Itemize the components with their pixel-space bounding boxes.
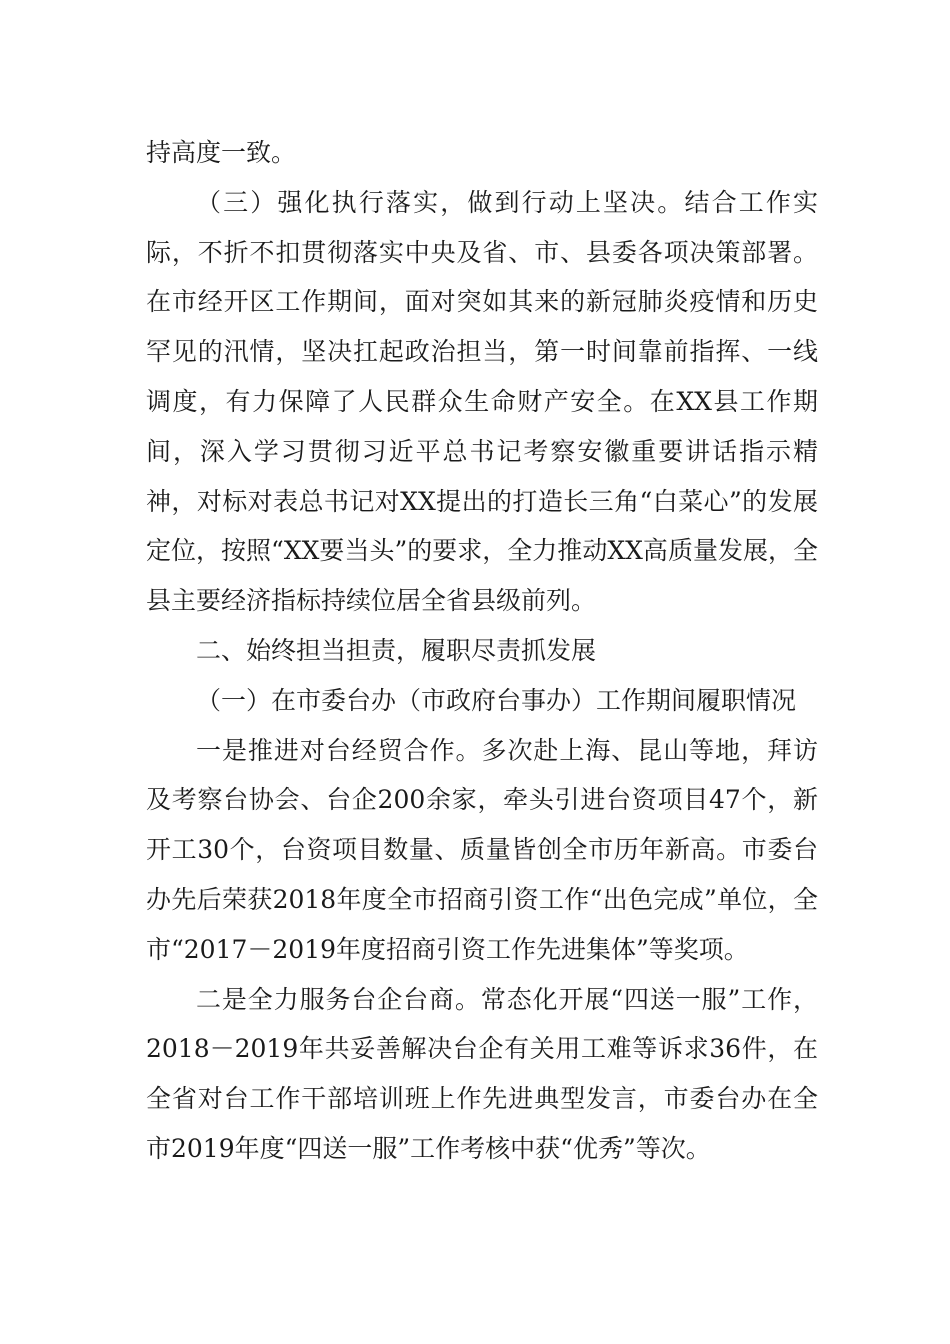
section-heading-2: 二、始终担当担责，履职尽责抓发展 [196, 635, 597, 665]
paragraph-service-enterprises: 二是全力服务台企台商。常态化开展“四送一服”工作，2018－2019年共妥善解决台企有关用工难等诉求36件，在全省对台工作干部培训班上作先进典型发言，市委台办在全市2019年度“四送一服”工作考核中获“优秀”等次。 [146, 984, 818, 1163]
document-body [146, 128, 818, 1174]
subsection-heading-1: （一）在市委台办（市政府台事办）工作期间履职情况 [196, 685, 797, 715]
paragraph-section-3: （三）强化执行落实，做到行动上坚决。结合工作实际，不折不扣贯彻落实中央及省、市、县委各项决策部署。在市经开区工作期间，面对突如其来的新冠肺炎疫情和历史罕见的汛情，坚决扛起政治担当，第一时间靠前指挥、一线调度，有力保障了人民群众生命财产安全。在XX县工作期间，深入学习贯彻习近平总书记考察安徽重要讲话指示精神，对标对表总书记对XX提出的打造长三角“白菜心”的发展定位，按照“XX要当头”的要求，全力推动XX高质量发展，全县主要经济指标持续位居全省县级前列。 [146, 187, 818, 616]
paragraph-continuation: 持高度一致。 [146, 138, 297, 167]
paragraph-trade-cooperation: 一是推进对台经贸合作。多次赴上海、昆山等地，拜访及考察台协会、台企200余家，牵头引进台资项目47个，新开工30个，台资项目数量、质量皆创全市历年新高。市委台办先后荣获2018年度全市招商引资工作“出色完成”单位，全市“2017－2019年度招商引资工作先进集体”等奖项。 [146, 735, 818, 964]
